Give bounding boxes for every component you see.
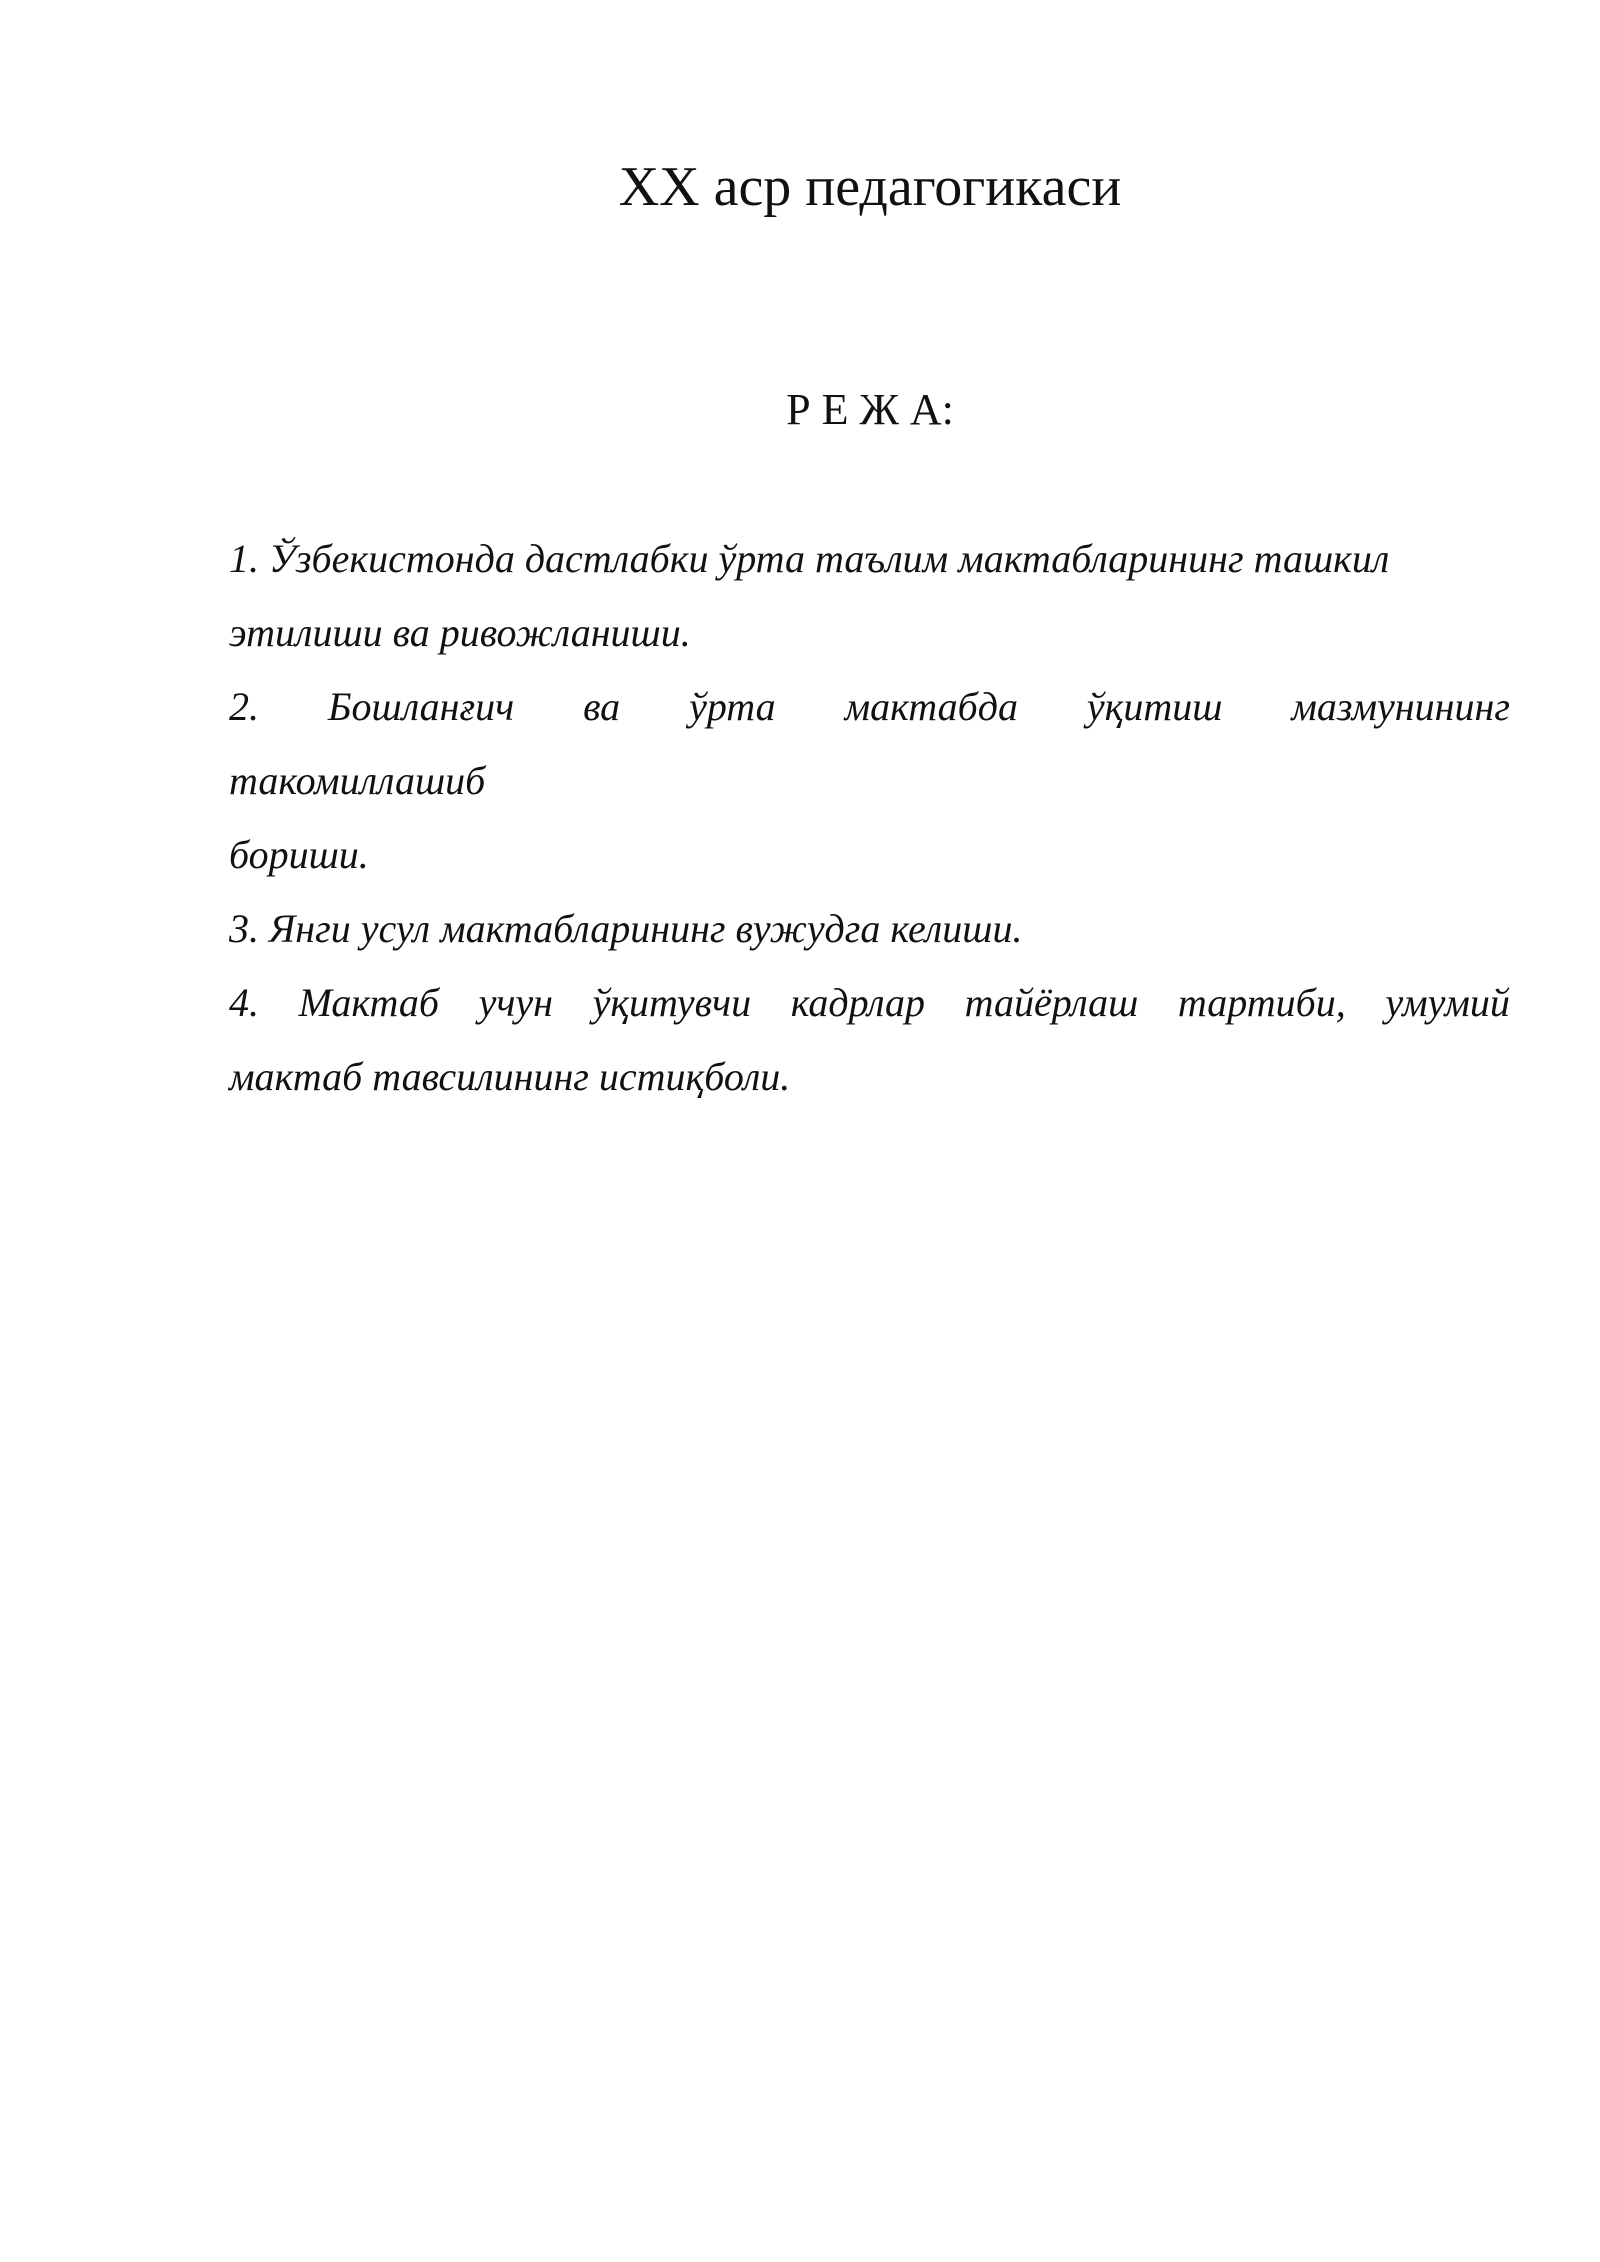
plan-item-4-word: ўқитувчи — [592, 980, 752, 1025]
plan-item-1-line-2: этилиши ва ривожланиши. — [229, 610, 691, 655]
page-title: XX аср педагогикаси — [618, 156, 1122, 218]
plan-item-2-word: мазмунининг — [1291, 684, 1510, 729]
plan-item-2-line-2: такомиллашиб — [229, 758, 486, 803]
plan-item-4-word: тартиби, — [1177, 980, 1346, 1025]
plan-item-2-word: 2. — [229, 684, 259, 729]
plan-item-2-word: ўрта — [689, 684, 776, 729]
plan-item-4-word: Мактаб — [298, 980, 439, 1025]
plan-item-2-line-3: бориши. — [229, 832, 369, 877]
plan-list — [229, 522, 1510, 1114]
plan-item-4-first-line — [229, 966, 1510, 1040]
plan-item-2-first-line — [229, 670, 1510, 744]
plan-item-2-word: ўқитиш — [1086, 684, 1223, 729]
plan-item-4-word: учун — [478, 980, 553, 1025]
plan-item-4-word: 4. — [229, 980, 259, 1025]
plan-heading: Р Е Ж А: — [786, 385, 954, 434]
plan-item-4-word: тайёрлаш — [964, 980, 1139, 1025]
plan-item-4-word: кадрлар — [790, 980, 926, 1025]
plan-item-2-word: Бошланғич — [327, 684, 515, 729]
plan-item-2-word: ва — [583, 684, 621, 729]
plan-item-4-word: умумий — [1385, 980, 1510, 1025]
plan-item-2-word: мактабда — [844, 684, 1019, 729]
plan-item-3-line-1: 3. Янги усул мактабларининг вужудга келиши. — [229, 906, 1023, 951]
plan-item-4-line-2: мактаб тавсилининг истиқболи. — [229, 1054, 791, 1099]
plan-item-1-line-1: 1. Ўзбекистонда дастлабки ўрта таълим мактабларининг ташкил — [229, 536, 1390, 581]
